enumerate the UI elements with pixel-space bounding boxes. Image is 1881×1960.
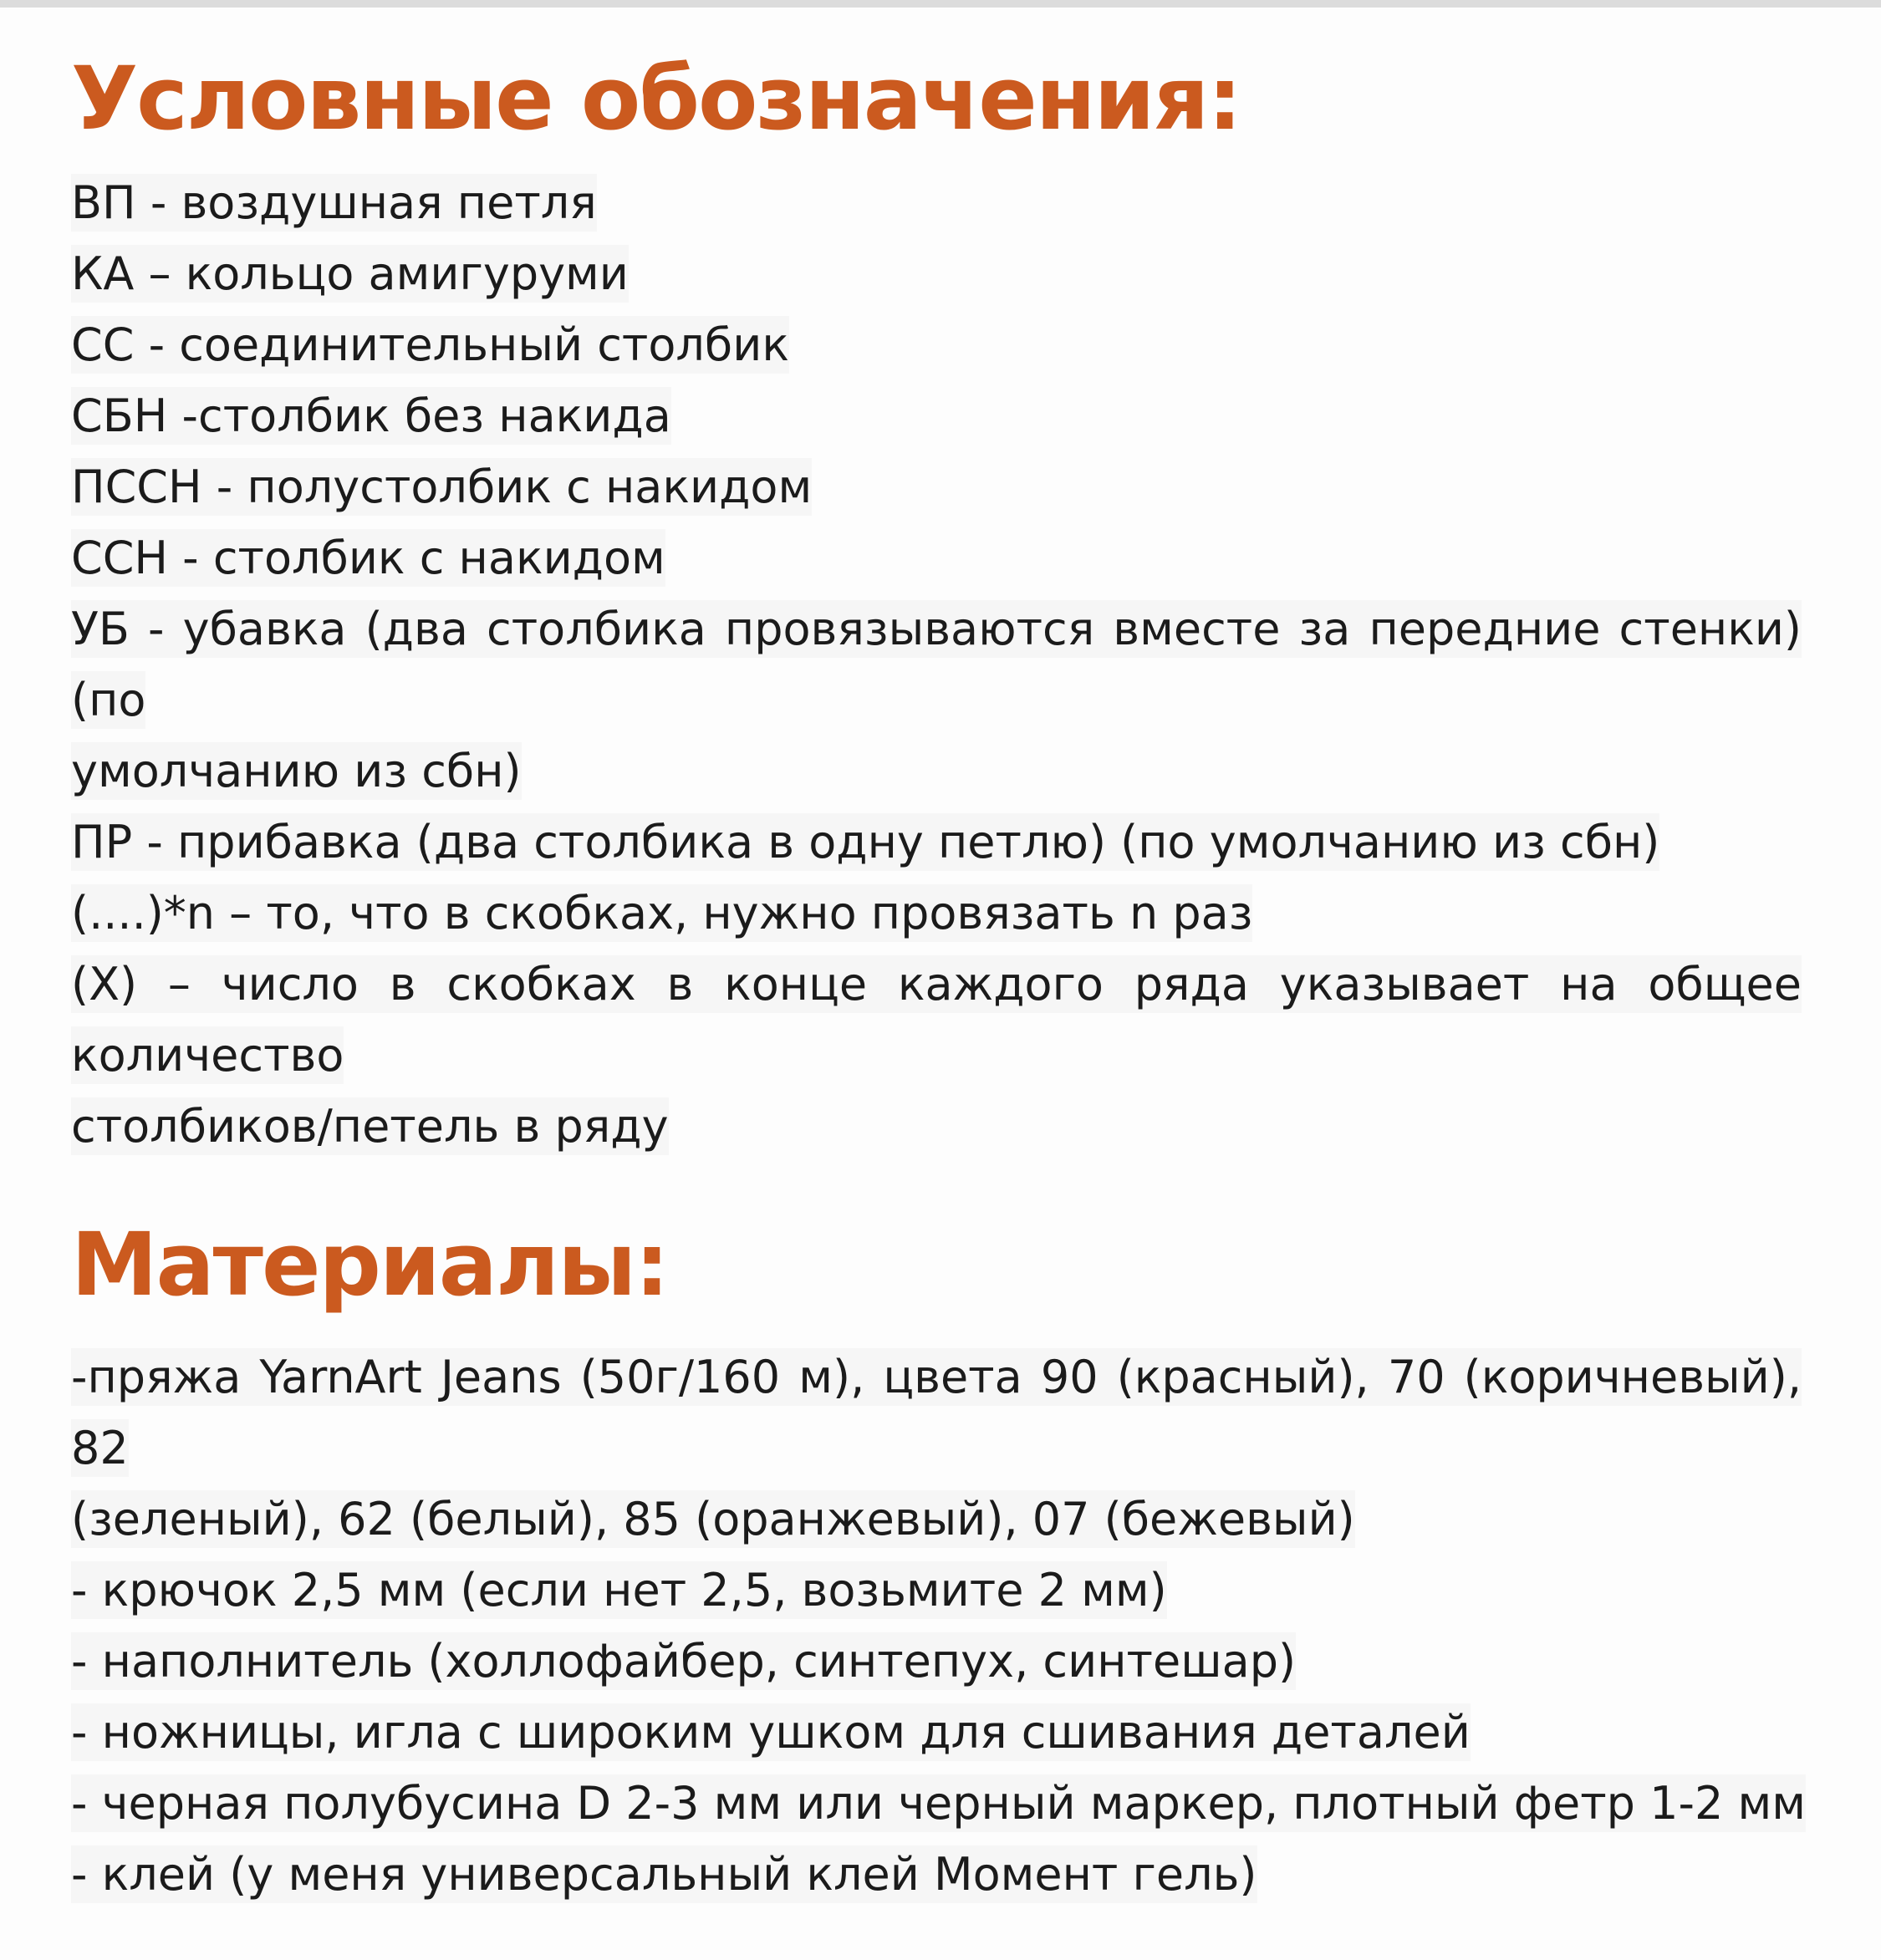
legend-line-text: столбиков/петель в ряду: [71, 1097, 669, 1155]
legend-line: [71, 451, 1802, 522]
legend-line-text: СС - соединительный столбик: [71, 316, 789, 374]
materials-line: [71, 1697, 1802, 1768]
legend-line: [71, 238, 1802, 309]
materials-line: [71, 1768, 1806, 1839]
legend-line: [71, 380, 1802, 451]
legend-line-text: ССН - столбик с накидом: [71, 529, 665, 587]
legend-line: [71, 736, 1802, 807]
materials-line: [71, 1626, 1802, 1697]
legend-line: [71, 949, 1802, 1091]
materials-line: [71, 1555, 1802, 1626]
materials-line: [71, 1341, 1802, 1484]
materials-line-text: - крючок 2,5 мм (если нет 2,5, возьмите 2 мм): [71, 1561, 1167, 1619]
materials-line-text: - черная полубусина D 2-3 мм или черный маркер, плотный фетр 1-2 мм: [71, 1774, 1806, 1832]
legend-line-text: ВП - воздушная петля: [71, 174, 597, 232]
legend-line: [71, 593, 1802, 736]
legend-line-text: умолчанию из сбн): [71, 742, 522, 800]
materials-line: [71, 1839, 1802, 1910]
document-page: [0, 46, 1881, 1960]
legend-line: [71, 1091, 1802, 1162]
legend-line-text: ПР - прибавка (два столбика в одну петлю) (по умолчанию из сбн): [71, 813, 1659, 871]
legend-line-text: СБН -столбик без накида: [71, 387, 671, 445]
legend-list: [71, 167, 1802, 1162]
legend-line: [71, 807, 1802, 878]
materials-line-text: - наполнитель (холлофайбер, синтепух, синтешар): [71, 1632, 1296, 1690]
legend-line-text: ПССН - полустолбик с накидом: [71, 458, 812, 516]
legend-line-text: КА – кольцо амигуруми: [71, 245, 629, 303]
legend-line-text: УБ - убавка (два столбика провязываются вместе за передние стенки) (по: [71, 600, 1802, 729]
materials-line-text: (зеленый), 62 (белый), 85 (оранжевый), 07 (бежевый): [71, 1490, 1355, 1548]
materials-line: [71, 1484, 1802, 1555]
legend-line: [71, 309, 1802, 380]
top-divider-bar: [0, 0, 1881, 8]
legend-line: [71, 878, 1802, 949]
legend-line-text: (....)*n – то, что в скобках, нужно провязать n раз: [71, 884, 1252, 942]
legend-section-title: Условные обозначения:: [71, 48, 1241, 150]
materials-section-title: Материалы:: [71, 1213, 668, 1316]
legend-line-text: (Х) – число в скобках в конце каждого ряда указывает на общее количество: [71, 955, 1802, 1084]
legend-line: [71, 522, 1802, 593]
legend-line: [71, 167, 1802, 238]
materials-line-text: -пряжа YarnArt Jeans (50г/160 м), цвета 90 (красный), 70 (коричневый), 82: [71, 1348, 1802, 1477]
materials-line-text: - клей (у меня универсальный клей Момент гель): [71, 1845, 1257, 1903]
materials-list: [71, 1341, 1806, 1910]
materials-line-text: - ножницы, игла с широким ушком для сшивания деталей: [71, 1703, 1471, 1761]
